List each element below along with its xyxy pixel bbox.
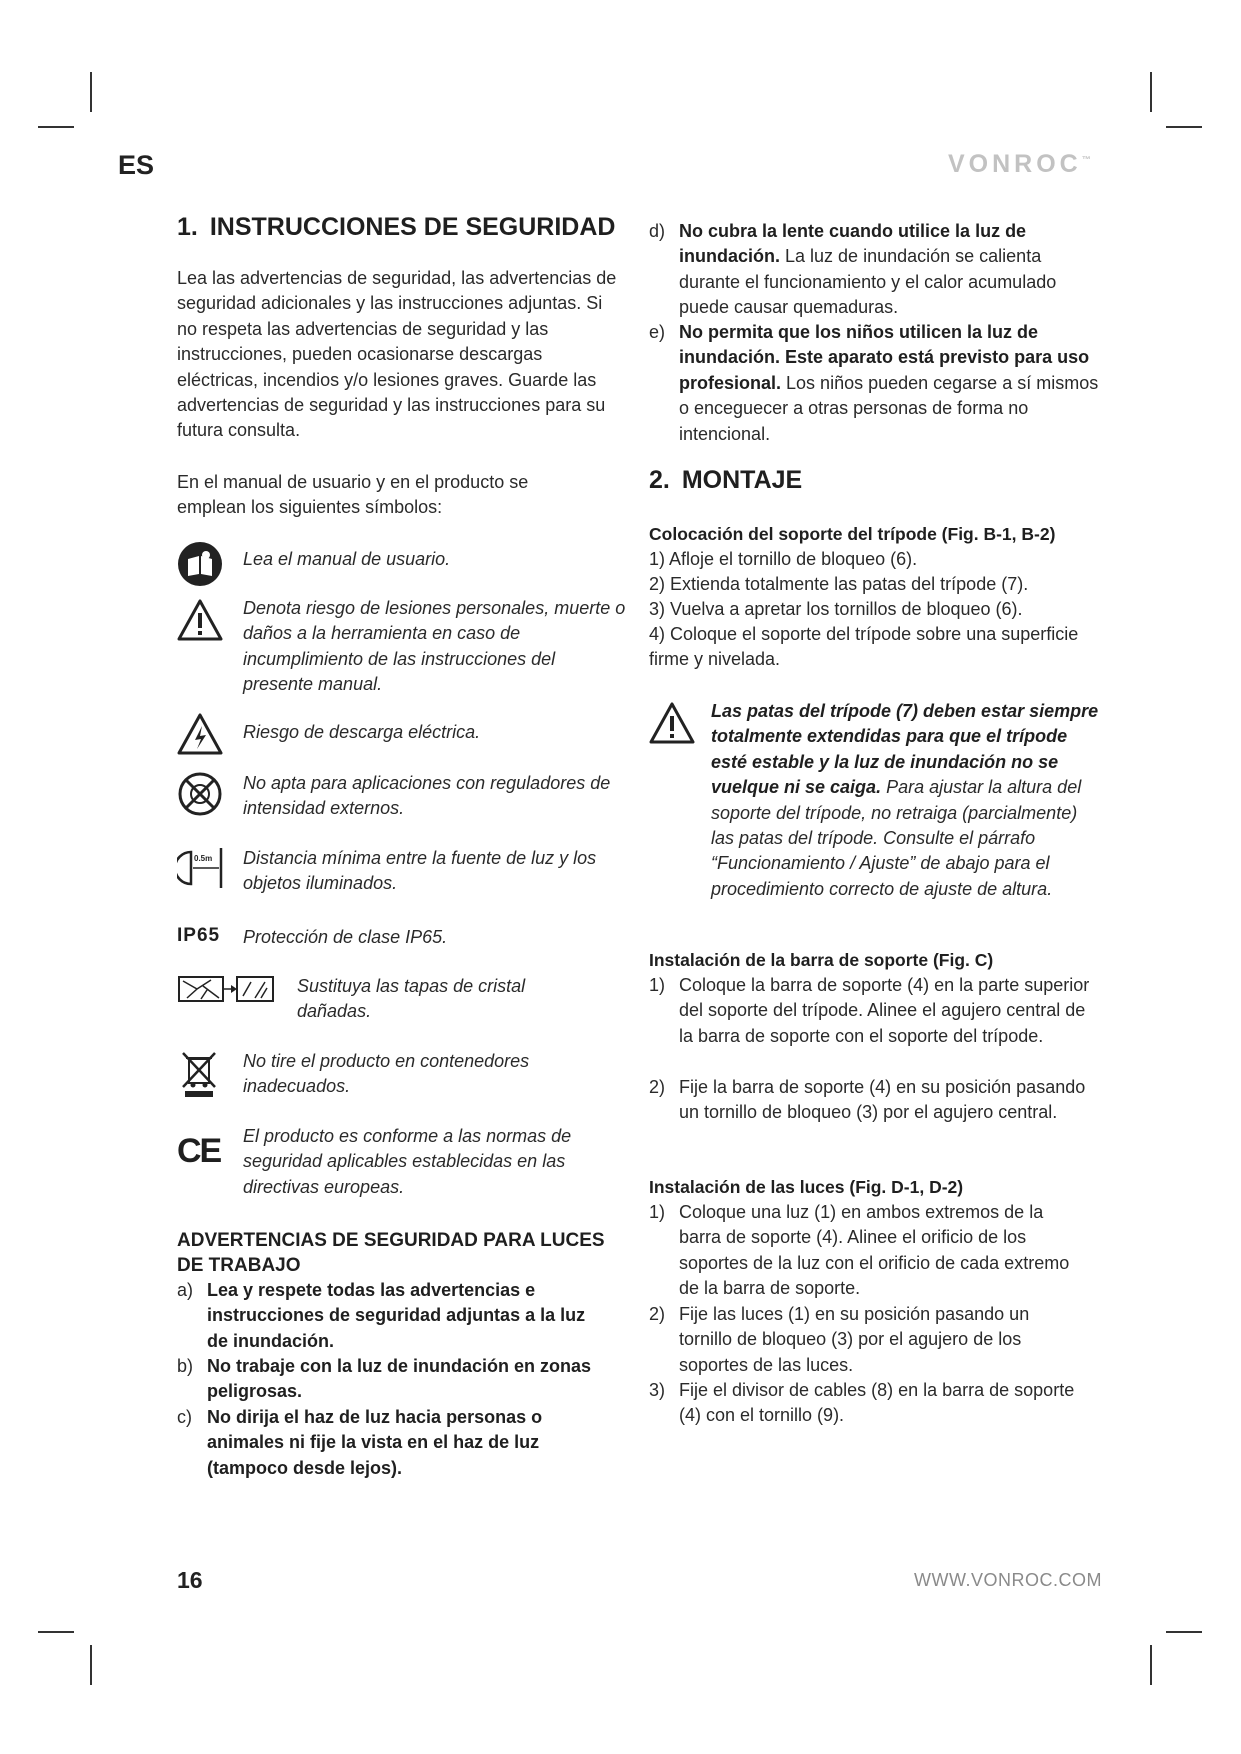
- warning-bold-text: Lea y respete todas las advertencias e instrucciones de seguridad adjuntas a la luz de inundación.: [207, 1280, 586, 1351]
- tripod-step: 2) Extienda totalmente las patas del trípode (7).: [649, 574, 1029, 594]
- list-label: b): [177, 1356, 194, 1376]
- crop-mark: [1150, 72, 1152, 112]
- ce-mark-icon: CE: [177, 1132, 221, 1170]
- section-number: 1.: [177, 213, 198, 241]
- replace-glass-icon: [177, 974, 275, 1009]
- tripod-heading: Colocación del soporte del trípode (Fig. B-1, B-2): [649, 524, 1056, 544]
- list-text: Fije las luces (1) en su posición pasando un tornillo de bloqueo (3) por el agujero de los soportes de las luces.: [679, 1304, 1030, 1375]
- tripod-warning-text: [711, 699, 1101, 902]
- brand-name: VONROC: [948, 150, 1082, 178]
- list-text: Coloque la barra de soporte (4) en la parte superior del soporte del trípode. Alinee el agujero central de la barra de soporte con el soporte del trípode.: [679, 975, 1090, 1046]
- language-code: ES: [118, 150, 155, 180]
- warning-text: La luz de inundación se calienta durante el funcionamiento y el calor acumulado puede causar quemaduras.: [679, 246, 1057, 318]
- read-manual-icon: [177, 541, 223, 592]
- list-text: Fije la barra de soporte (4) en su posición pasando un tornillo de bloqueo (3) por el agujero central.: [679, 1077, 1086, 1123]
- brand-trademark: ™: [1081, 154, 1091, 165]
- symbol-description: El producto es conforme a las normas de seguridad aplicables establecidas en las directivas europeas.: [243, 1126, 572, 1197]
- page-number: 16: [177, 1567, 203, 1593]
- warning-text: Los niños pueden cegarse a sí mismos o enceguecer a otras personas de forma no intencional.: [679, 372, 1099, 444]
- warning-bold-text: No dirija el haz de luz hacia personas o animales ni fije la vista en el haz de luz (tampoco desde lejos).: [207, 1407, 543, 1478]
- list-label: c): [177, 1407, 192, 1427]
- lights-heading: Instalación de las luces (Fig. D-1, D-2): [649, 1177, 964, 1197]
- warning-triangle-icon: [649, 701, 695, 750]
- symbol-description: Protección de clase IP65.: [243, 927, 448, 947]
- min-distance-label: 0.5m: [194, 854, 213, 863]
- electric-shock-icon: [177, 712, 223, 761]
- symbol-description: No tire el producto en contenedores inadecuados.: [243, 1051, 530, 1097]
- list-label: a): [177, 1280, 194, 1300]
- warning-triangle-icon: [177, 598, 223, 647]
- crop-mark: [38, 126, 74, 128]
- section-title-text: INSTRUCCIONES DE SEGURIDAD: [209, 213, 616, 241]
- list-label: 1): [649, 975, 666, 995]
- section-title-text: MONTAJE: [681, 466, 803, 494]
- crop-mark: [90, 1645, 92, 1685]
- warning-bold-text: No trabaje con la luz de inundación en zonas peligrosas.: [207, 1356, 592, 1402]
- list-text: Fije el divisor de cables (8) en la barra de soporte (4) con el tornillo (9).: [679, 1380, 1075, 1426]
- website-link[interactable]: WWW.VONROC.COM: [914, 1570, 1102, 1590]
- symbol-description: No apta para aplicaciones con reguladores de intensidad externos.: [243, 773, 611, 819]
- crop-mark: [90, 72, 92, 112]
- crop-mark: [1150, 1645, 1152, 1685]
- safety-intro-paragraph: Lea las advertencias de seguridad, las advertencias de seguridad adicionales y las instrucciones adjuntas. Si no respeta las advertencias de seguridad y las instrucciones, pueden ocasionarse descargas eléctricas, incendios y/o lesiones graves. Guarde las advertencias de seguridad y las instrucciones para su futura consulta.: [177, 268, 617, 441]
- ip65-icon: IP65: [177, 925, 221, 946]
- symbol-description: Riesgo de descarga eléctrica.: [243, 722, 481, 742]
- symbol-description: Lea el manual de usuario.: [243, 549, 451, 569]
- list-label: d): [649, 221, 666, 241]
- warning-bold-text: No permita que los niños utilicen la luz de inundación. Este aparato está previsto para uso profesional.: [679, 322, 1090, 393]
- tripod-warning-bold: Las patas del trípode (7) deben estar siempre totalmente extendidas para que el trípode esté estable y la luz de inundación no se vuelque ni se caiga.: [711, 701, 1099, 798]
- section-2-title: [649, 466, 802, 495]
- section-1-title: [177, 213, 615, 242]
- list-text: Coloque una luz (1) en ambos extremos de la barra de soporte (4). Alinee el orificio de los soportes de la luz con el orificio de cada extremo de la barra de soporte.: [679, 1202, 1070, 1299]
- crop-mark: [38, 1631, 74, 1633]
- symbol-description: Distancia mínima entre la fuente de luz y los objetos iluminados.: [243, 848, 597, 894]
- tripod-step: 4) Coloque el soporte del trípode sobre una superficie firme y nivelada.: [649, 624, 1079, 670]
- worklight-warnings-heading: ADVERTENCIAS DE SEGURIDAD PARA LUCES DE TRABAJO: [177, 1230, 605, 1276]
- crop-mark: [1166, 1631, 1202, 1633]
- list-label: e): [649, 322, 666, 342]
- brand-logo: [948, 150, 1091, 179]
- list-label: 2): [649, 1304, 666, 1324]
- weee-bin-icon: [179, 1049, 219, 1104]
- crop-mark: [1166, 126, 1202, 128]
- list-label: 1): [649, 1202, 666, 1222]
- tripod-step: 1) Afloje el tornillo de bloqueo (6).: [649, 549, 918, 569]
- list-label: 3): [649, 1380, 666, 1400]
- section-number: 2.: [649, 466, 670, 494]
- bar-heading: Instalación de la barra de soporte (Fig. C): [649, 950, 994, 970]
- tripod-warning-body: Para ajustar la altura del soporte del trípode, no retraiga (parcialmente) las patas del trípode. Consulte el párrafo “Funcionamiento / Ajuste” de abajo para el procedimiento correcto de ajuste de altura.: [711, 777, 1082, 899]
- symbols-intro-paragraph: En el manual de usuario y en el producto se emplean los siguientes símbolos:: [177, 472, 529, 518]
- warning-bold-text: No cubra la lente cuando utilice la luz de inundación.: [679, 221, 1027, 267]
- symbol-description: Denota riesgo de lesiones personales, muerte o daños a la herramienta en caso de incumplimiento de las instrucciones del presente manual.: [243, 598, 626, 695]
- no-dimmer-icon: [177, 771, 223, 822]
- list-label: 2): [649, 1077, 666, 1097]
- tripod-step: 3) Vuelva a apretar los tornillos de bloqueo (6).: [649, 599, 1023, 619]
- min-distance-icon: [177, 846, 225, 895]
- symbol-description: Sustituya las tapas de cristal dañadas.: [297, 976, 526, 1022]
